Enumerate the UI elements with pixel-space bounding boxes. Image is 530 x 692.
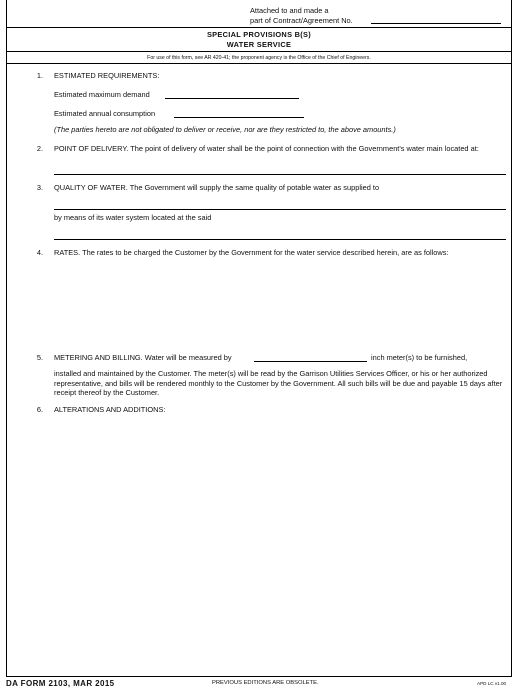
header-divider-mid bbox=[7, 51, 511, 52]
rates-field[interactable] bbox=[54, 260, 502, 344]
alterations-field[interactable] bbox=[54, 418, 502, 668]
section-5-body: installed and maintained by the Customer. The meter(s) will be read by the Garrison Utilities Services Officer, or his or her authorized representative, and bills will be rendered monthly to the Customer by the Government. All such bills will be due and payable 15 days after receipt thereof by the Customer. bbox=[54, 369, 503, 397]
section-3-number: 3. bbox=[36, 183, 43, 192]
section-1-note: (The parties hereto are not obligated to deliver or receive, nor are they restricted to, the above amounts.) bbox=[54, 125, 396, 134]
header-divider-bottom bbox=[7, 63, 511, 64]
section-6-number: 6. bbox=[36, 405, 43, 414]
form-identifier: DA FORM 2103, MAR 2015 bbox=[6, 679, 115, 688]
authority-line: For use of this form, see AR 420-41; the proponent agency is the Office of the Chief of Engineers. bbox=[147, 55, 371, 61]
version-label: APD LC v1.00 bbox=[477, 681, 507, 686]
section-3-mid-text: by means of its water system located at the said bbox=[54, 213, 212, 222]
annual-consumption-label: Estimated annual consumption bbox=[54, 109, 156, 118]
section-1-heading: ESTIMATED REQUIREMENTS: bbox=[54, 71, 160, 80]
section-4-number: 4. bbox=[36, 248, 43, 257]
section-6-heading: ALTERATIONS AND ADDITIONS: bbox=[54, 405, 166, 414]
annual-consumption-field[interactable] bbox=[174, 117, 304, 118]
max-demand-field[interactable] bbox=[165, 98, 299, 99]
section-5-number: 5. bbox=[36, 353, 43, 362]
max-demand-label: Estimated maximum demand bbox=[54, 90, 150, 99]
attached-line-2: part of Contract/Agreement No. bbox=[250, 16, 353, 25]
delivery-point-field[interactable] bbox=[54, 174, 506, 175]
section-2-text: POINT OF DELIVERY. The point of delivery of water shall be the point of connection with the Government's water main located at: bbox=[54, 144, 479, 153]
water-quality-field[interactable] bbox=[54, 209, 506, 210]
section-5-text-pre: METERING AND BILLING. Water will be measured by bbox=[54, 353, 232, 362]
form-title: SPECIAL PROVISIONS B(S) bbox=[206, 30, 312, 39]
section-4-text: RATES. The rates to be charged the Customer by the Government for the water service described herein, are as follows: bbox=[54, 248, 449, 257]
obsolete-notice: PREVIOUS EDITIONS ARE OBSOLETE. bbox=[212, 680, 319, 686]
water-system-location-field[interactable] bbox=[54, 239, 506, 240]
attached-line-1: Attached to and made a bbox=[250, 6, 329, 15]
section-2-number: 2. bbox=[36, 144, 43, 153]
contract-number-field[interactable] bbox=[371, 23, 501, 24]
section-5-text-post: inch meter(s) to be furnished, bbox=[371, 353, 468, 362]
section-1-number: 1. bbox=[36, 71, 43, 80]
section-3-text: QUALITY OF WATER. The Government will supply the same quality of potable water as supplied to bbox=[54, 183, 380, 192]
form-container bbox=[6, 0, 512, 677]
meter-size-field[interactable] bbox=[254, 361, 367, 362]
form-subtitle: WATER SERVICE bbox=[226, 40, 292, 49]
header-divider-top bbox=[7, 27, 511, 28]
